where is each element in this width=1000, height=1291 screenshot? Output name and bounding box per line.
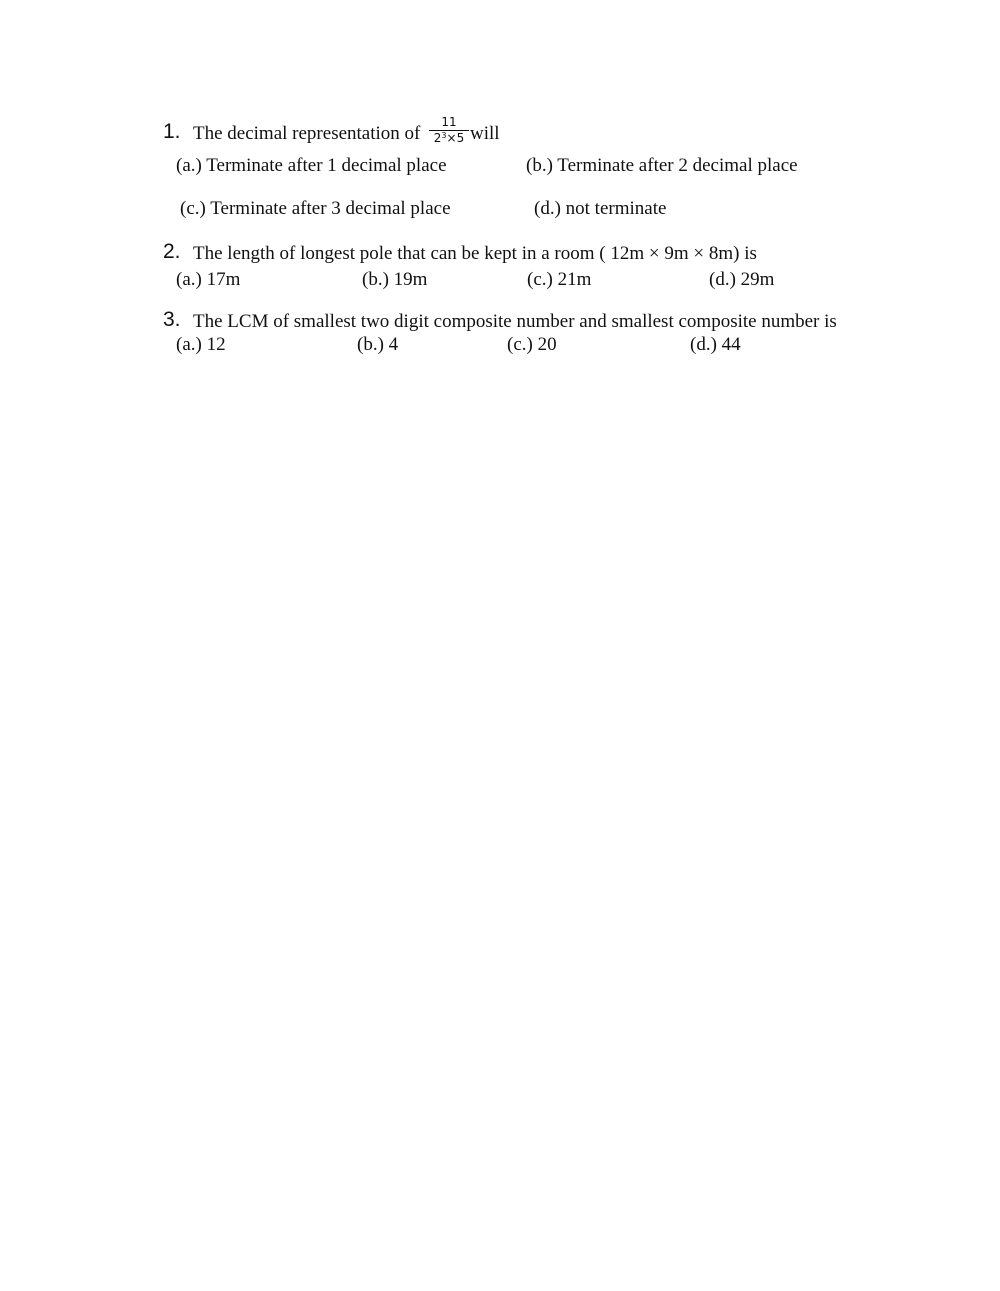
option-c[interactable]: (c.) 20 <box>507 334 557 355</box>
option-a[interactable]: (a.) 17m <box>176 269 241 290</box>
denominator-rest: ×5 <box>446 131 465 145</box>
denominator-base: 2 <box>433 131 442 145</box>
option-b[interactable]: (b.) 4 <box>357 334 399 355</box>
option-c[interactable]: (c.) Terminate after 3 decimal place <box>180 198 451 219</box>
option-c[interactable]: (c.) 21m <box>527 269 592 290</box>
question-text: The decimal representation of <box>193 123 421 144</box>
option-d[interactable]: (d.) 44 <box>690 334 741 355</box>
option-d[interactable]: (d.) not terminate <box>534 198 667 219</box>
question-number: 2. <box>163 240 181 263</box>
fraction <box>429 116 469 145</box>
question-number: 1. <box>163 120 181 143</box>
fraction-denominator <box>429 132 469 145</box>
question-text-after: will <box>470 123 500 144</box>
question-text: The LCM of smallest two digit composite number and smallest composite number is <box>193 311 837 332</box>
option-a[interactable]: (a.) Terminate after 1 decimal place <box>176 155 447 176</box>
option-b[interactable]: (b.) Terminate after 2 decimal place <box>526 155 798 176</box>
denominator-exponent: 3 <box>441 131 447 140</box>
fraction-numerator: 11 <box>441 115 457 129</box>
option-a[interactable]: (a.) 12 <box>176 334 226 355</box>
option-b[interactable]: (b.) 19m <box>362 269 428 290</box>
question-number: 3. <box>163 308 181 331</box>
question-text: The length of longest pole that can be kept in a room ( 12m × 9m × 8m) is <box>193 243 757 264</box>
option-d[interactable]: (d.) 29m <box>709 269 775 290</box>
